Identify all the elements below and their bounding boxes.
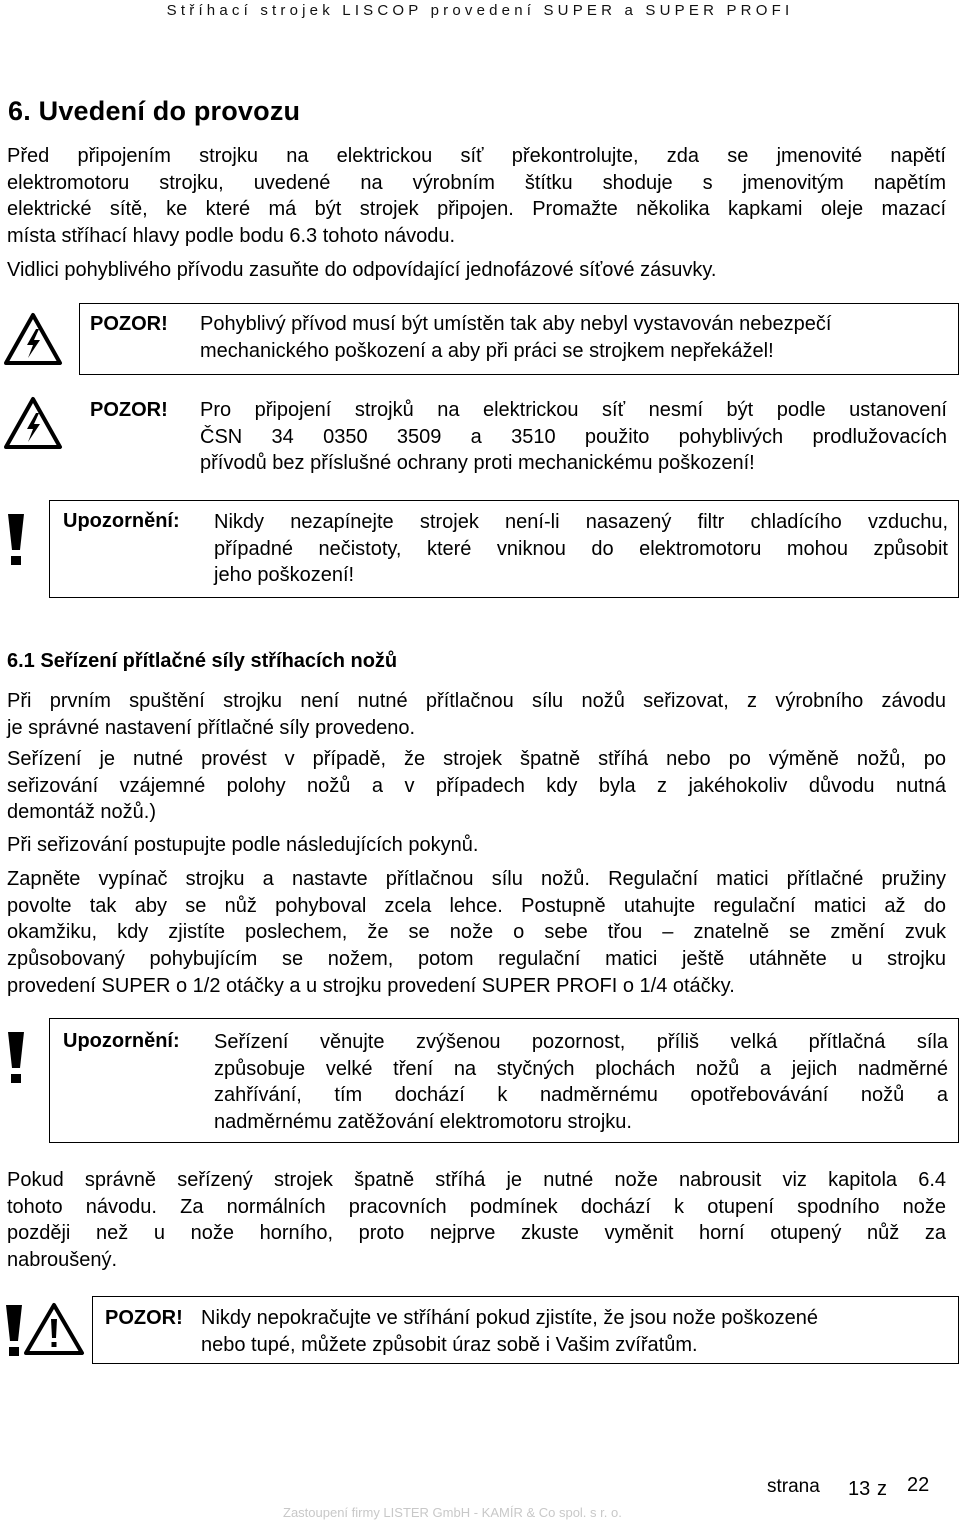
text-line: provedení SUPER o 1/2 otáčky a u strojku provedení SUPER PROFI o 1/4 otáčky.	[7, 974, 735, 997]
note-label: Upozornění:	[63, 1030, 180, 1052]
text-line: Pohyblivý přívod musí být umístěn tak aby nebyl vystavován nebezpečí	[200, 313, 832, 335]
note-text	[214, 509, 948, 589]
text-line: případné nečistoty, které vniknou do elektromotoru mohou způsobit	[214, 537, 948, 560]
text-line: seřizování vzájemné polohy nožů a v případech kdy byla z jakéhokoliv důvodu nutná	[7, 774, 946, 797]
text-line: jeho poškození!	[214, 564, 355, 587]
text-line: Při seřizování postupujte podle následujících pokynů.	[7, 834, 479, 856]
text-line: Pro připojení strojků na elektrickou síť nesmí být podle ustanovení	[200, 399, 947, 421]
text-line: nebo tupé, můžete způsobit úraz sobě i Vašim zvířatům.	[201, 1333, 698, 1356]
page-number: 13	[848, 1478, 871, 1500]
text-line: místa stříhací hlavy podle bodu 6.3 tohoto návodu.	[7, 225, 456, 248]
warning-text	[200, 311, 945, 364]
text-line: nadměrnému zatěžování elektromotoru strojku.	[214, 1111, 632, 1134]
note-text	[214, 1029, 948, 1136]
electric-hazard-icon	[3, 396, 63, 450]
warning-box-blades	[92, 1296, 959, 1364]
page-total: 22	[907, 1474, 930, 1496]
paragraph	[7, 746, 946, 826]
paragraph-plug	[7, 257, 946, 284]
note-label: Upozornění:	[63, 510, 180, 532]
text-line: Zapněte vypínač strojku a nastavte přítlačnou sílu nožů. Regulační matici přítlačné pružiny	[7, 868, 946, 890]
paragraph	[7, 832, 946, 859]
section-title: 6. Uvedení do provozu	[8, 96, 301, 126]
text-line: Při prvním spuštění strojku není nutné přítlačnou sílu nožů seřizovat, z výrobního závodu	[7, 690, 946, 712]
paragraph-intro	[7, 143, 946, 250]
text-line: povolte tak aby se nůž pohyboval zcela lehce. Postupně utahujte regulační matici až do	[7, 894, 946, 917]
text-line: je správné nastavení přítlačné síly provedeno.	[7, 716, 416, 739]
warning-box-cable	[79, 303, 959, 375]
exclamation-icon	[5, 512, 27, 568]
text-line: elektrické sítě, ke které má být strojek připojen. Promažte několika kapkami oleje mazací	[7, 198, 946, 221]
warning-triangle-icon	[23, 1302, 85, 1356]
subsection-title: 6.1 Seřízení přítlačné síly stříhacích nožů	[7, 650, 398, 672]
page-of-label: z	[877, 1478, 887, 1500]
text-line: Vidlici pohyblivého přívodu zasuňte do odpovídající jednofázové síťové zásuvky.	[7, 259, 717, 281]
paragraph	[7, 1167, 946, 1274]
text-line: způsobovaný pohybujícím se nožem, potom regulační matici ještě utáhněte u strojku	[7, 948, 946, 971]
text-line: elektromotoru strojku, uvedené na výrobním štítku shoduje s jmenovitým napětím	[7, 171, 946, 194]
electric-hazard-icon	[3, 312, 63, 366]
warning-text	[201, 1305, 946, 1358]
note-box-filter	[49, 500, 959, 598]
paragraph	[7, 866, 946, 1000]
running-header: Stříhací strojek LISCOP provedení SUPER a SUPER PROFI	[166, 2, 794, 19]
text-line: Seřízení věnujte zvýšenou pozornost, příliš velká přítlačná síla	[214, 1031, 948, 1053]
text-line: tohoto návodu. Za normálních pracovních podmínek dochází k otupení spodního nože	[7, 1195, 946, 1218]
warning-label: POZOR!	[90, 399, 168, 421]
text-line: později než u nože horního, proto nejprve zkuste vyměnit horní otupený nůž za	[7, 1222, 946, 1245]
footer-company: Zastoupení firmy LISTER GmbH - KAMÍR & Co spol. s r. o.	[283, 1505, 622, 1520]
exclamation-icon	[5, 1030, 27, 1086]
text-line: Před připojením strojku na elektrickou síť překontrolujte, zda se jmenovité napětí	[7, 145, 946, 167]
warning-text	[200, 397, 947, 477]
page-label: strana	[767, 1476, 820, 1497]
text-line: mechanického poškození a aby při práci se strojkem nepřekážel!	[200, 339, 774, 362]
text-line: Nikdy nepokračujte ve stříhání pokud zjistíte, že jsou nože poškozené	[201, 1307, 819, 1329]
text-line: zahřívání, tím dochází k nadměrnému opotřebovávání nožů a	[214, 1084, 948, 1107]
exclamation-icon	[3, 1303, 25, 1359]
warning-label: POZOR!	[105, 1307, 183, 1329]
text-line: ČSN 34 0350 3509 a 3510 použito pohyblivých prodlužovacích	[200, 425, 947, 448]
text-line: Pokud správně seřízený strojek špatně stříhá je nutné nože nabrousit viz kapitola 6.4	[7, 1169, 946, 1191]
text-line: demontáž nožů.)	[7, 801, 156, 824]
text-line: nabroušený.	[7, 1249, 118, 1272]
text-line: Nikdy nezapínejte strojek není-li nasazený filtr chladícího vzduchu,	[214, 511, 948, 533]
text-line: okamžiku, kdy zjistíte poslechem, že se nože o sebe třou – znatelně se změní zvuk	[7, 921, 946, 944]
text-line: způsobuje velké tření na styčných plochách nožů a jejich nadměrné	[214, 1057, 948, 1080]
text-line: přívodů bez příslušné ochrany proti mechanickému poškození!	[200, 452, 755, 475]
warning-label: POZOR!	[90, 313, 168, 335]
note-box-pressure	[49, 1018, 959, 1143]
text-line: Seřízení je nutné provést v případě, že strojek špatně stříhá nebo po výměně nožů, po	[7, 748, 946, 770]
paragraph	[7, 688, 946, 741]
